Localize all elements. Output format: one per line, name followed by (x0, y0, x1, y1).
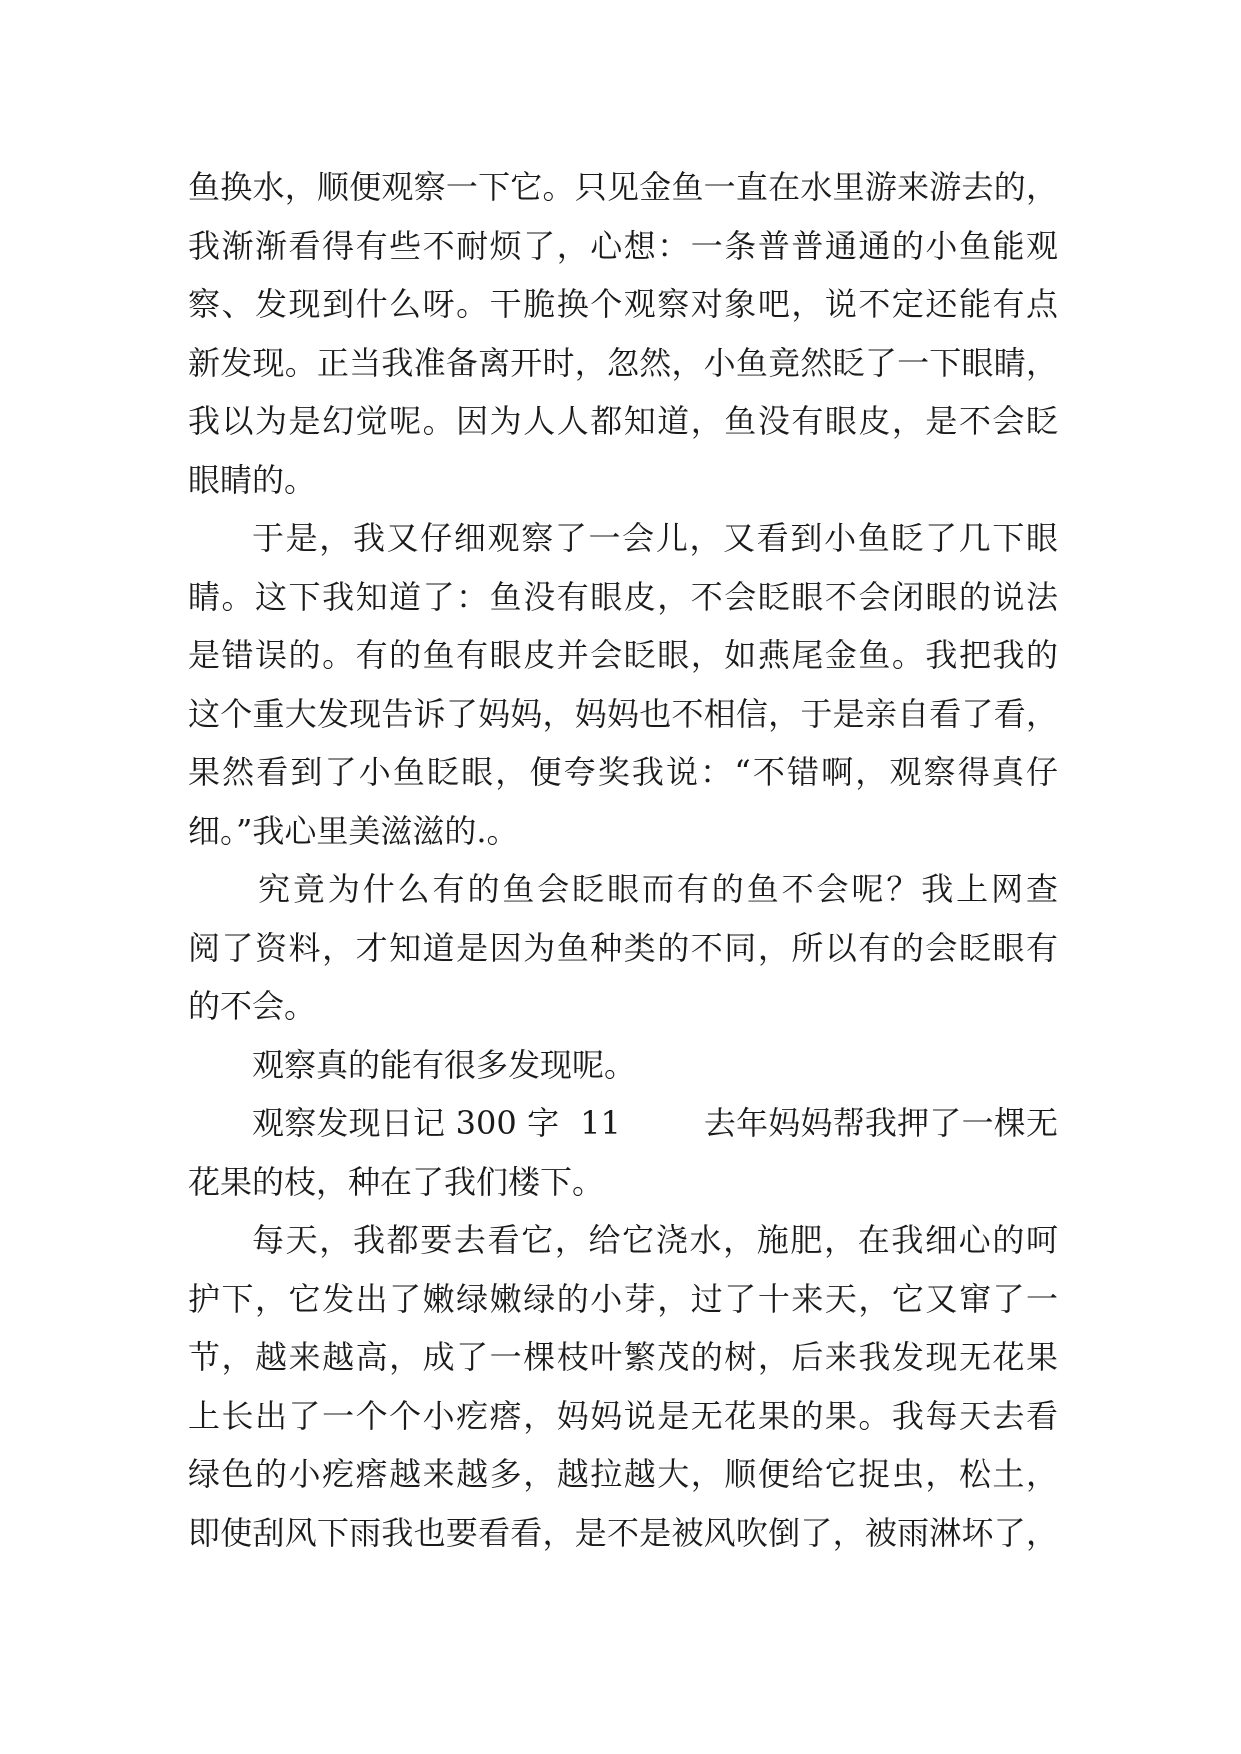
text-line: 眼睛的。 (188, 460, 317, 499)
text-line: 阅了资料，才知道是因为鱼种类的不同，所以有的会眨眼有 (188, 928, 1058, 967)
text-line: 的不会。 (188, 987, 317, 1025)
text-line: 护下，它发出了嫩绿嫩绿的小芽，过了十来天，它又窜了一 (188, 1279, 1058, 1318)
text-line: 我渐渐看得有些不耐烦了，心想：一条普普通通的小鱼能观 (188, 226, 1058, 265)
text-line: 每天，我都要去看它，给它浇水，施肥，在我细心的呵 (252, 1221, 1058, 1259)
text-line: 花果的枝，种在了我们楼下。 (188, 1162, 605, 1201)
paragraph-5 (188, 1094, 1058, 1211)
text-line: 于是，我又仔细观察了一会儿，又看到小鱼眨了几下眼 (252, 519, 1058, 557)
paragraph-2 (188, 509, 1058, 860)
paragraph-1 (188, 158, 1058, 509)
text-line: 是错误的。有的鱼有眼皮并会眨眼，如燕尾金鱼。我把我的 (188, 636, 1058, 674)
paragraph-6 (188, 1211, 1058, 1562)
document-body (188, 158, 1058, 1562)
text-line: 察、发现到什么呀。干脆换个观察对象吧，说不定还能有点 (188, 285, 1058, 323)
text-line: 果然看到了小鱼眨眼，便夸奖我说：“不错啊，观察得真仔 (188, 753, 1058, 791)
text-line: 细。”我心里美滋滋的.。 (188, 811, 519, 850)
text-line: 观察真的能有很多发现呢。 (252, 1045, 637, 1084)
text-line: 新发现。正当我准备离开时，忽然，小鱼竟然眨了一下眼睛， (188, 343, 1058, 382)
text-line: 绿色的小疙瘩越来越多，越拉越大，顺便给它捉虫，松土， (188, 1455, 1058, 1493)
text-line: 睛。这下我知道了：鱼没有眼皮，不会眨眼不会闭眼的说法 (188, 577, 1058, 616)
paragraph-4 (188, 1036, 1058, 1095)
text-line: 上长出了一个个小疙瘩，妈妈说是无花果的果。我每天去看 (188, 1396, 1058, 1435)
text-line: 即使刮风下雨我也要看看，是不是被风吹倒了，被雨淋坏了， (188, 1513, 1058, 1552)
text-line: 我以为是幻觉呢。因为人人都知道，鱼没有眼皮，是不会眨 (188, 402, 1058, 440)
text-line: 这个重大发现告诉了妈妈，妈妈也不相信，于是亲自看了看， (188, 694, 1058, 733)
text-line: 鱼换水，顺便观察一下它。只见金鱼一直在水里游来游去的， (188, 168, 1058, 206)
text-line: 究竟为什么有的鱼会眨眼而有的鱼不会呢？我上网查 (258, 870, 1058, 908)
text-line: 观察发现日记 300 字 11 去年妈妈帮我押了一棵无 (252, 1104, 1058, 1142)
text-line: 节，越来越高，成了一棵枝叶繁茂的树，后来我发现无花果 (188, 1338, 1058, 1376)
paragraph-3 (188, 860, 1058, 1036)
